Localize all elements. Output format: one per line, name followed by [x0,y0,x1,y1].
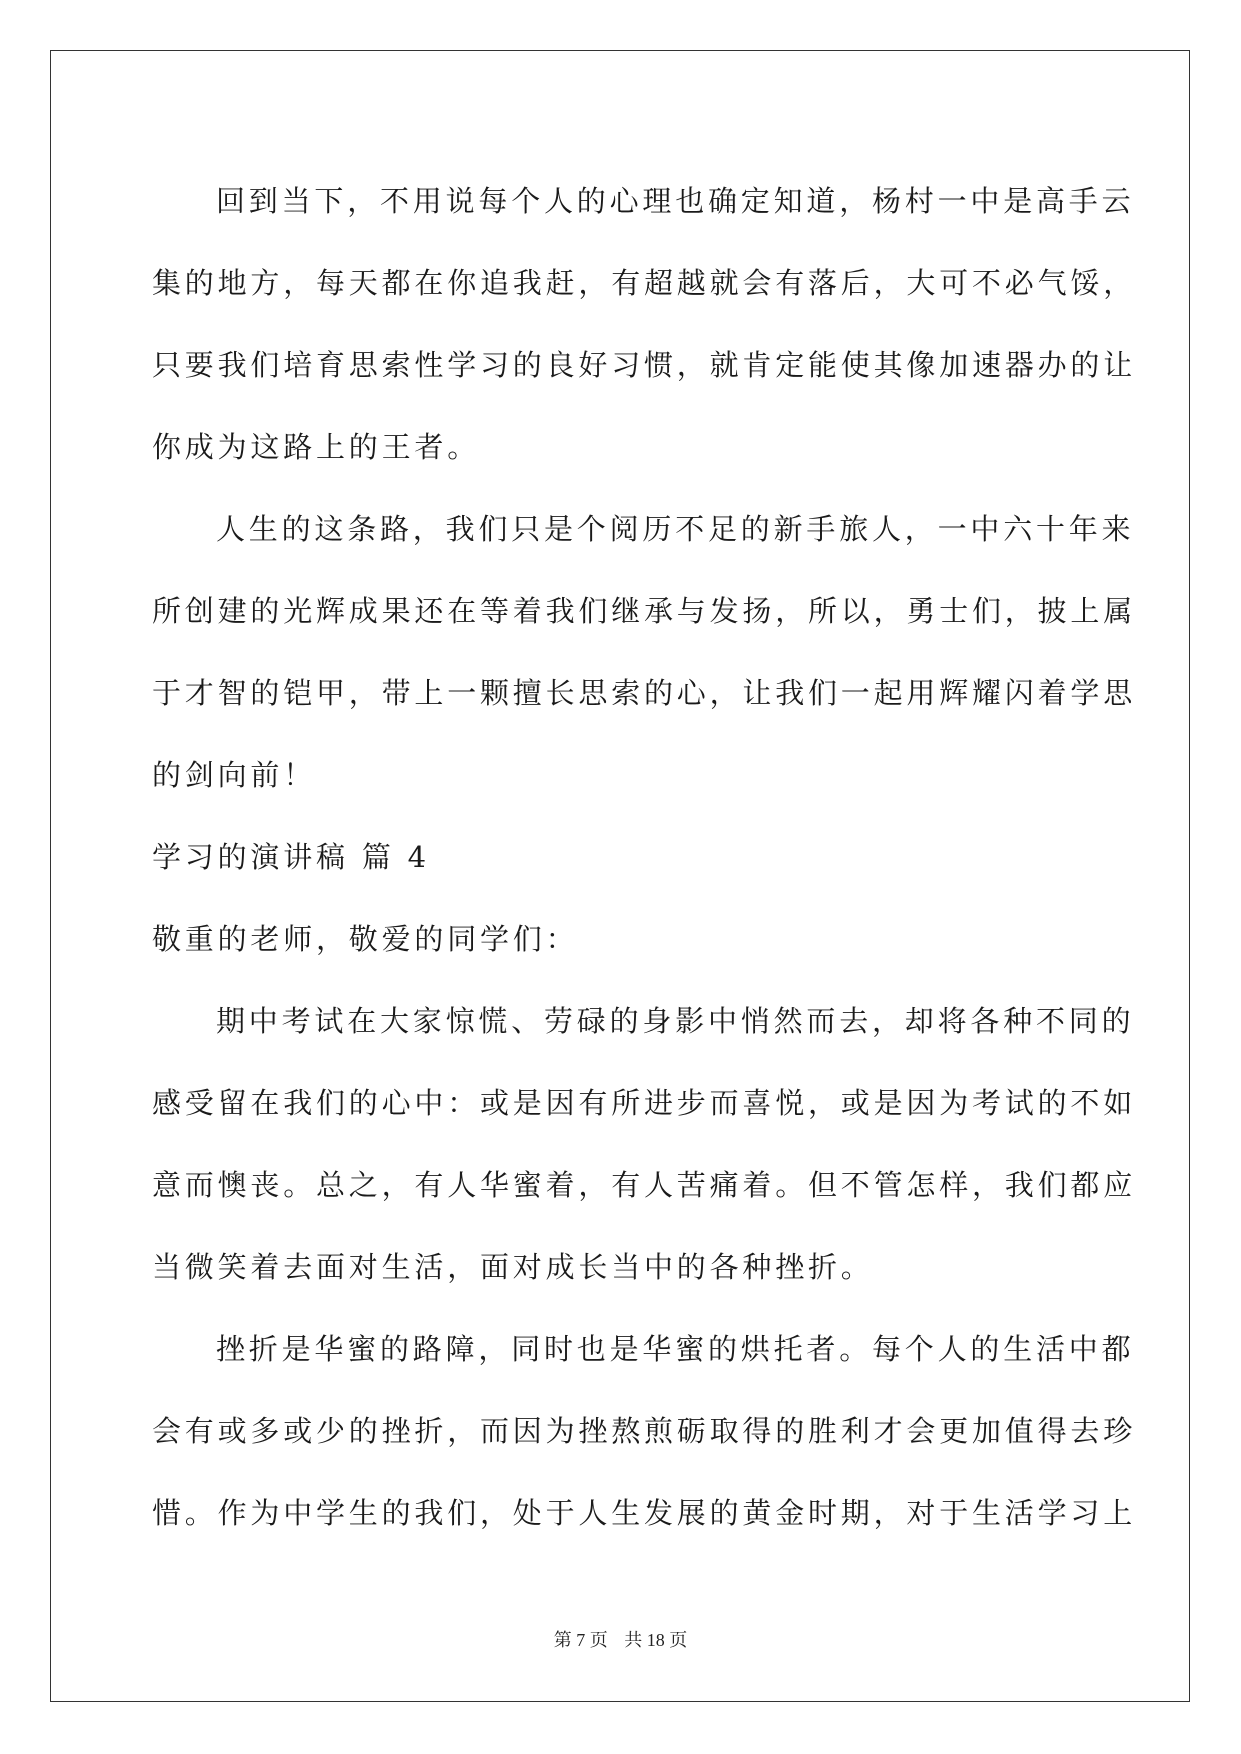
paragraph-line: 惜。作为中学生的我们，处于人生发展的黄金时期，对于生活学习上 [152,1496,1137,1530]
document-body [152,160,1137,1554]
paragraph-line: 你成为这路上的王者。 [152,430,481,464]
paragraph-line: 感受留在我们的心中：或是因有所进步而喜悦，或是因为考试的不如 [152,1086,1137,1120]
paragraph-line: 挫折是华蜜的路障，同时也是华蜜的烘托者。每个人的生活中都 [216,1332,1135,1366]
section-heading: 学习的演讲稿 篇 4 [152,840,430,874]
page-number: 第 7 页 [553,1630,608,1650]
paragraph-line: 的剑向前！ [152,758,317,792]
paragraph-line: 只要我们培育思索性学习的良好习惯，就肯定能使其像加速器办的让 [152,348,1137,382]
total-pages: 共 18 页 [624,1630,688,1650]
salutation: 敬重的老师，敬爱的同学们： [152,922,579,956]
paragraph-line: 回到当下，不用说每个人的心理也确定知道，杨村一中是高手云 [216,184,1135,218]
paragraph-line: 所创建的光辉成果还在等着我们继承与发扬，所以，勇士们，披上属 [152,594,1137,628]
page-footer [0,1626,1241,1652]
paragraph-line: 当微笑着去面对生活，面对成长当中的各种挫折。 [152,1250,874,1284]
paragraph-line: 期中考试在大家惊慌、劳碌的身影中悄然而去，却将各种不同的 [216,1004,1135,1038]
paragraph-line: 于才智的铠甲，带上一颗擅长思索的心，让我们一起用辉耀闪着学思 [152,676,1137,710]
paragraph-line: 集的地方，每天都在你追我赶，有超越就会有落后，大可不必气馁， [152,266,1137,300]
paragraph-line: 意而懊丧。总之，有人华蜜着，有人苦痛着。但不管怎样，我们都应 [152,1168,1137,1202]
paragraph-line: 会有或多或少的挫折，而因为挫熬煎砺取得的胜利才会更加值得去珍 [152,1414,1137,1448]
paragraph-line: 人生的这条路，我们只是个阅历不足的新手旅人，一中六十年来 [216,512,1135,546]
